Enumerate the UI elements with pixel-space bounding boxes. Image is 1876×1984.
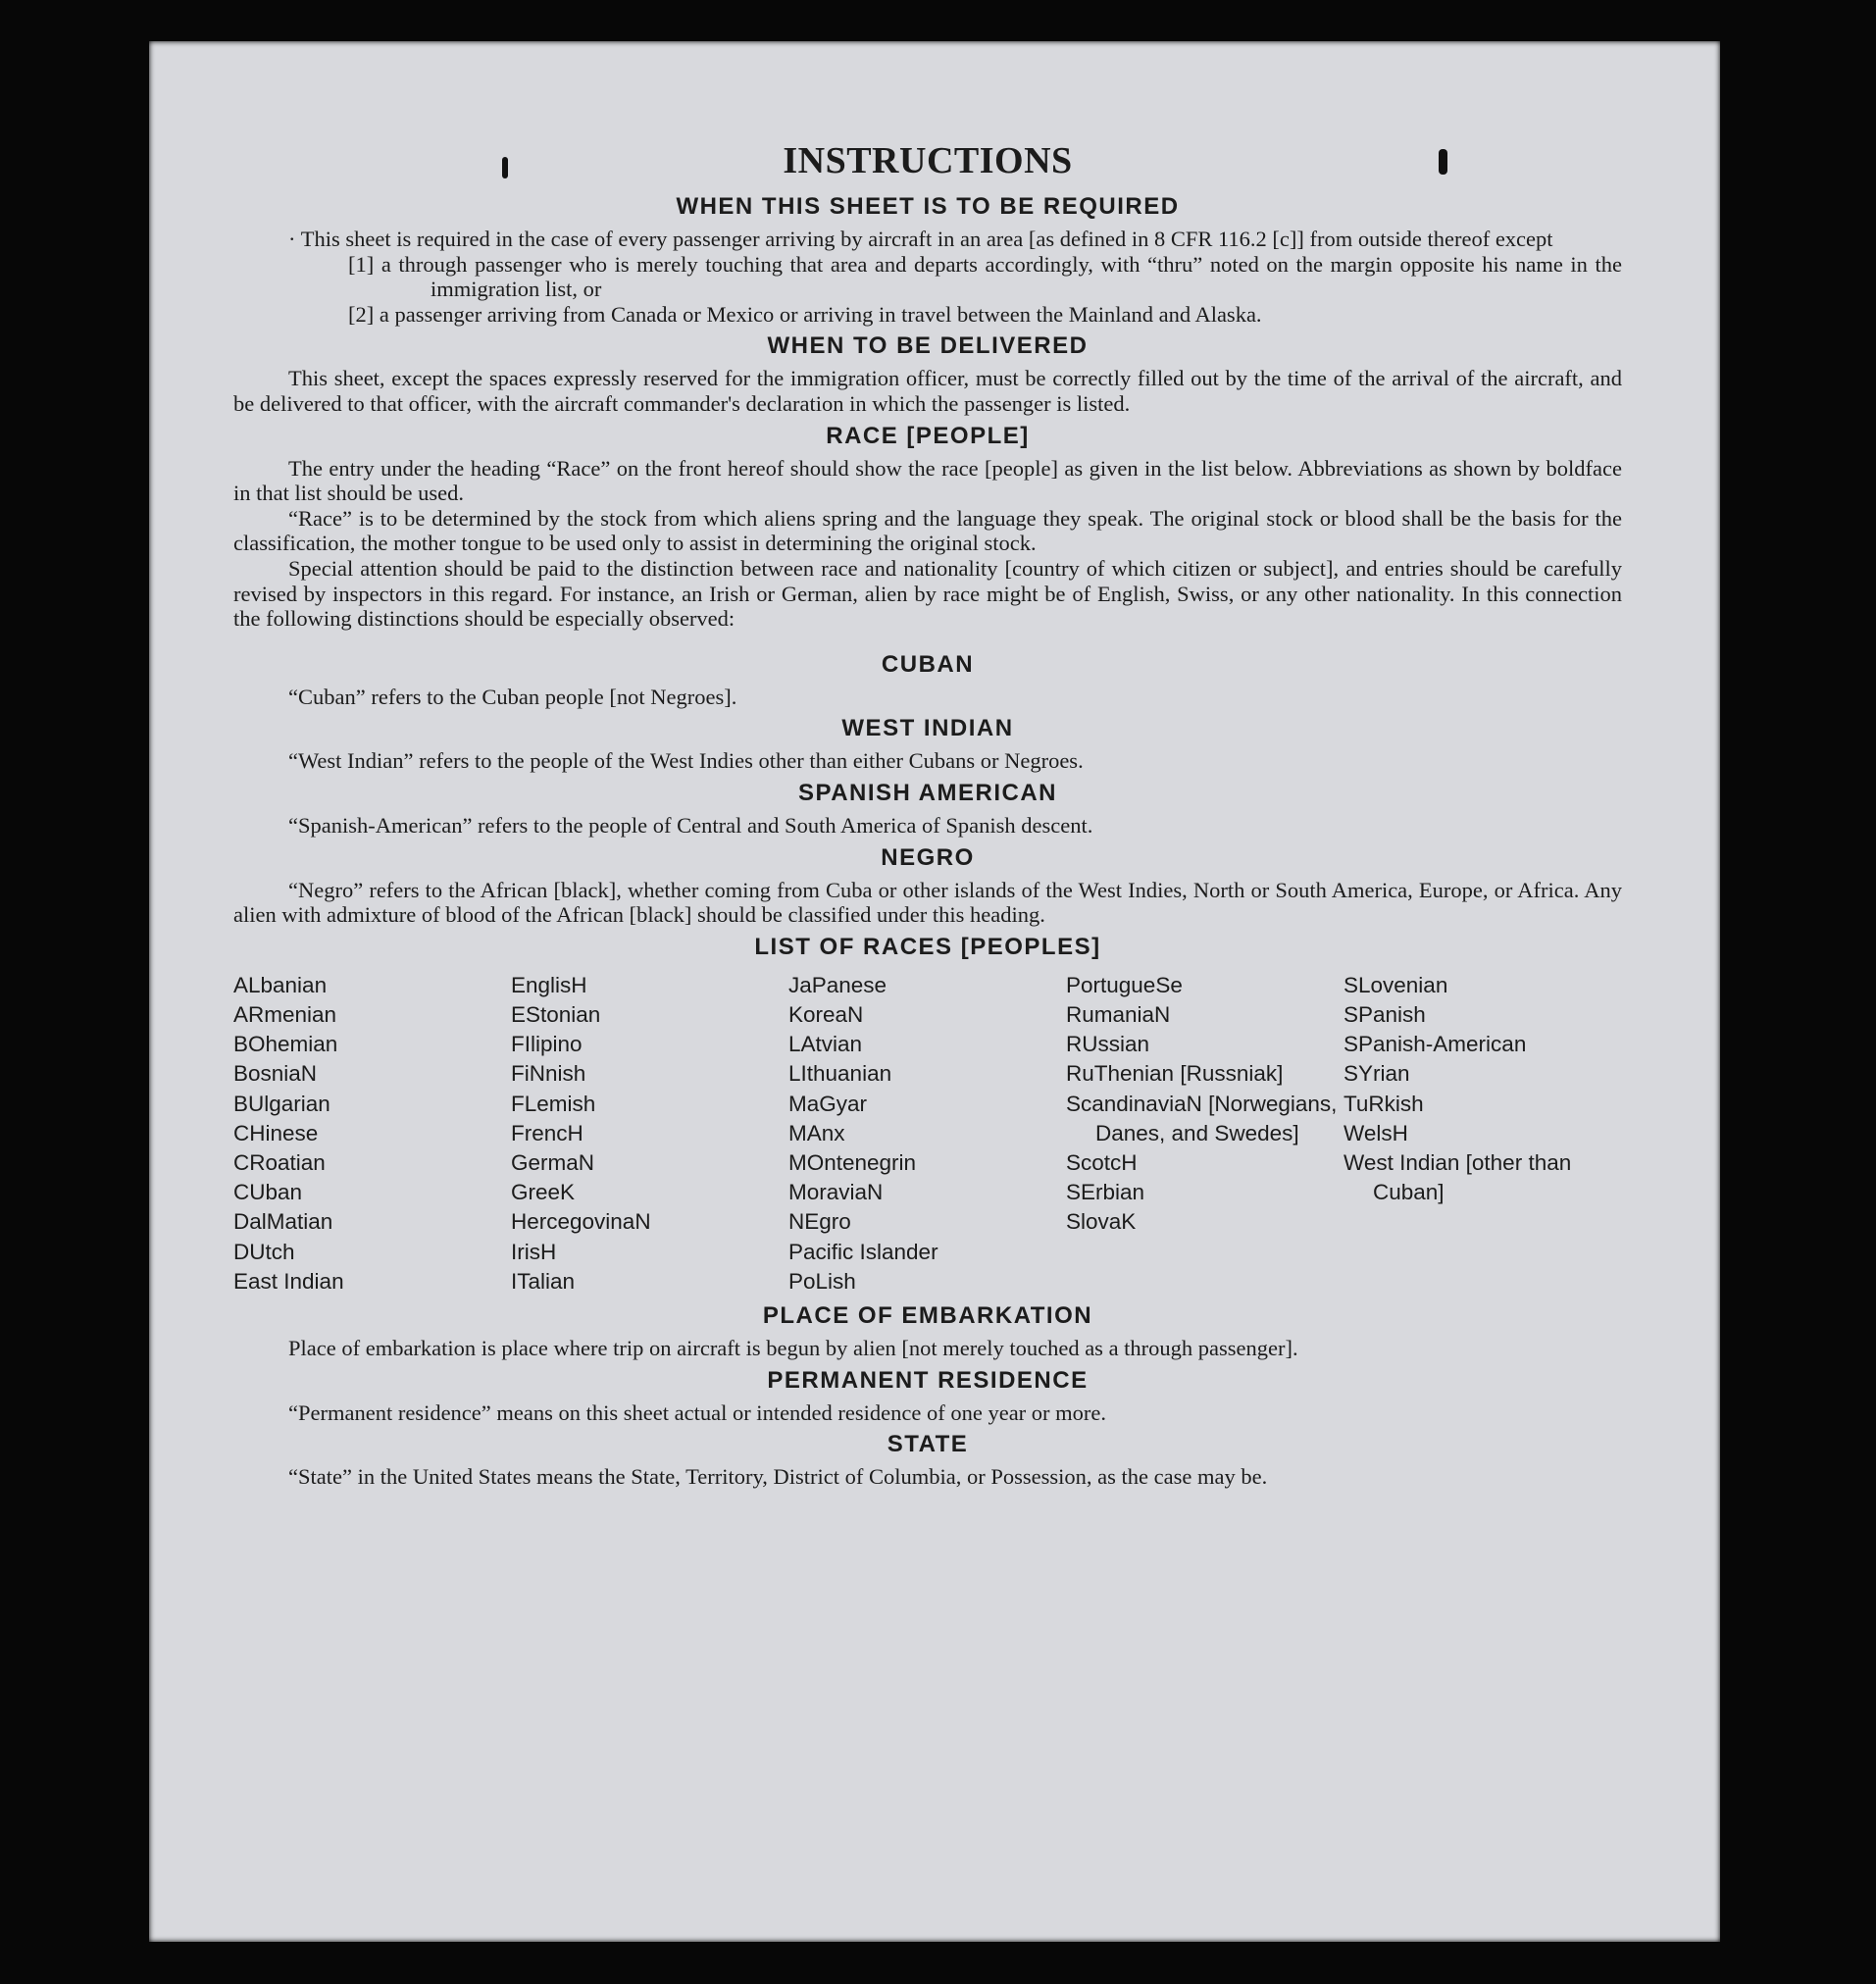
heading-permanent-residence: PERMANENT RESIDENCE — [767, 1366, 1089, 1394]
race-entry: TuRkish — [1344, 1091, 1424, 1116]
race-entry: WelsH — [1344, 1120, 1408, 1145]
race-entry: NEgro — [788, 1209, 851, 1235]
races-column — [1344, 971, 1621, 1297]
race-entry: Pacific Islander — [788, 1239, 938, 1264]
heading-negro: NEGRO — [881, 843, 975, 871]
required-intro: · This sheet is required in the case of every passenger arriving by aircraft in an area [as defined in 8 CFR 116.2 [c]] from outside thereof except — [288, 227, 1553, 251]
race-entry: BosniaN — [233, 1061, 318, 1087]
race-entry: West Indian [other than Cuban] — [1344, 1149, 1572, 1205]
heading-embarkation: PLACE OF EMBARKATION — [762, 1301, 1093, 1329]
race-entry: PortugueSe — [1066, 972, 1183, 997]
heading-required: WHEN THIS SHEET IS TO BE REQUIRED — [676, 193, 1180, 220]
race-paragraph-3: Special attention should be paid to the distinction between race and nationality [country of which citizen or subject], and entries should be carefully revised by inspectors in this regard. For instance, an Irish or German, alien by race might be of English, Swiss, or any other nationality. In this connection the following distinctions should be especially observed: — [233, 555, 1622, 632]
race-paragraph-1: The entry under the heading “Race” on the front hereof should show the race [people] as given in the list below. Abbreviations as shown by boldface in that list should be used. — [233, 455, 1622, 506]
race-entry: BUlgarian — [233, 1091, 330, 1116]
heading-race: RACE [PEOPLE] — [826, 422, 1030, 449]
instructions-content — [233, 134, 1622, 1490]
race-entry: FLemish — [511, 1091, 596, 1116]
race-entry: CUban — [233, 1180, 303, 1205]
required-item-2: [2] a passenger arriving from Canada or Mexico or arriving in travel between the Mainland and Alaska. — [348, 301, 1262, 327]
race-entry: EStonian — [511, 1001, 601, 1027]
race-entry: ITalian — [511, 1268, 576, 1294]
race-entry: SYrian — [1344, 1061, 1410, 1087]
race-entry: GermaN — [511, 1149, 595, 1175]
race-entry: SLovenian — [1344, 972, 1448, 997]
heading-cuban: CUBAN — [881, 650, 975, 678]
race-entry: DUtch — [233, 1239, 295, 1264]
heading-state: STATE — [887, 1431, 969, 1458]
race-entry: HercegovinaN — [511, 1209, 651, 1235]
west-indian-text: “West Indian” refers to the people of the West Indies other than either Cubans or Negroes. — [288, 748, 1084, 774]
negro-text: “Negro” refers to the African [black], whether coming from Cuba or other islands of the West Indies, North or South America, Europe, or Africa. Any alien with admixture of blood of the African [black] should be classified under this heading. — [233, 877, 1622, 928]
race-entry: LAtvian — [788, 1032, 863, 1057]
race-entry: MaGyar — [788, 1091, 868, 1116]
race-entry: East Indian — [233, 1268, 344, 1294]
race-entry: ScotcH — [1066, 1149, 1138, 1175]
heading-delivered: WHEN TO BE DELIVERED — [767, 332, 1089, 360]
state-text: “State” in the United States means the State, Territory, District of Columbia, or Possession, as the case may be. — [288, 1464, 1268, 1490]
race-entry: FiNnish — [511, 1061, 586, 1087]
spanish-american-text: “Spanish-American” refers to the people of Central and South America of Spanish descent. — [288, 812, 1093, 838]
race-entry: FrencH — [511, 1120, 583, 1145]
race-entry: MAnx — [788, 1120, 845, 1145]
race-entry: CHinese — [233, 1120, 319, 1145]
races-column — [788, 971, 1066, 1297]
races-list — [233, 971, 1622, 1297]
heading-spanish-american: SPANISH AMERICAN — [797, 779, 1057, 806]
races-column — [511, 971, 788, 1297]
race-entry: MOntenegrin — [788, 1149, 917, 1175]
race-entry: IrisH — [511, 1239, 557, 1264]
race-entry: ARmenian — [233, 1001, 337, 1027]
race-entry: SPanish — [1344, 1001, 1426, 1027]
embarkation-text: Place of embarkation is place where trip on aircraft is begun by alien [not merely touched as a through passenger]. — [288, 1335, 1298, 1360]
race-entry: RUssian — [1066, 1032, 1150, 1057]
document-page — [149, 41, 1720, 1942]
heading-list-of-races: LIST OF RACES [PEOPLES] — [754, 933, 1101, 960]
permanent-residence-text: “Permanent residence” means on this sheet actual or intended residence of one year or more. — [288, 1399, 1107, 1425]
race-entry: RuThenian [Russniak] — [1066, 1061, 1284, 1087]
required-item-1: [1] a through passenger who is merely touching that area and departs accordingly, with “thru” noted on the margin opposite his name in the immigration list, or — [348, 251, 1622, 302]
race-entry: GreeK — [511, 1180, 576, 1205]
page-title: INSTRUCTIONS — [783, 140, 1073, 181]
race-entry: CRoatian — [233, 1149, 326, 1175]
race-entry: SErbian — [1066, 1180, 1145, 1205]
race-entry: DalMatian — [233, 1209, 333, 1235]
race-entry: EnglisH — [511, 972, 587, 997]
race-entry: FIlipino — [511, 1032, 583, 1057]
race-entry: RumaniaN — [1066, 1001, 1171, 1027]
race-entry: KoreaN — [788, 1001, 864, 1027]
race-paragraph-2: “Race” is to be determined by the stock from which aliens spring and the language they speak. The original stock or blood shall be the basis for the classification, the mother tongue to be used only to assist in determining the original stock. — [233, 505, 1622, 556]
race-entry: PoLish — [788, 1268, 856, 1294]
cuban-text: “Cuban” refers to the Cuban people [not Negroes]. — [288, 684, 737, 709]
delivered-text: This sheet, except the spaces expressly reserved for the immigration officer, must be correctly filled out by the time of the arrival of the aircraft, and be delivered to that officer, with the aircraft commander's declaration in which the passenger is listed. — [233, 366, 1622, 416]
race-entry: MoraviaN — [788, 1180, 884, 1205]
race-entry: SPanish-American — [1344, 1032, 1527, 1057]
race-entry: LIthuanian — [788, 1061, 892, 1087]
heading-west-indian: WEST INDIAN — [841, 715, 1014, 742]
races-column — [233, 971, 511, 1297]
race-entry: ScandinaviaN [Norwegians, Danes, and Swedes] — [1066, 1091, 1338, 1145]
race-entry: BOhemian — [233, 1032, 338, 1057]
races-column — [1066, 971, 1344, 1297]
race-entry: JaPanese — [788, 972, 887, 997]
race-entry: SlovaK — [1066, 1209, 1137, 1235]
race-entry: ALbanian — [233, 972, 328, 997]
